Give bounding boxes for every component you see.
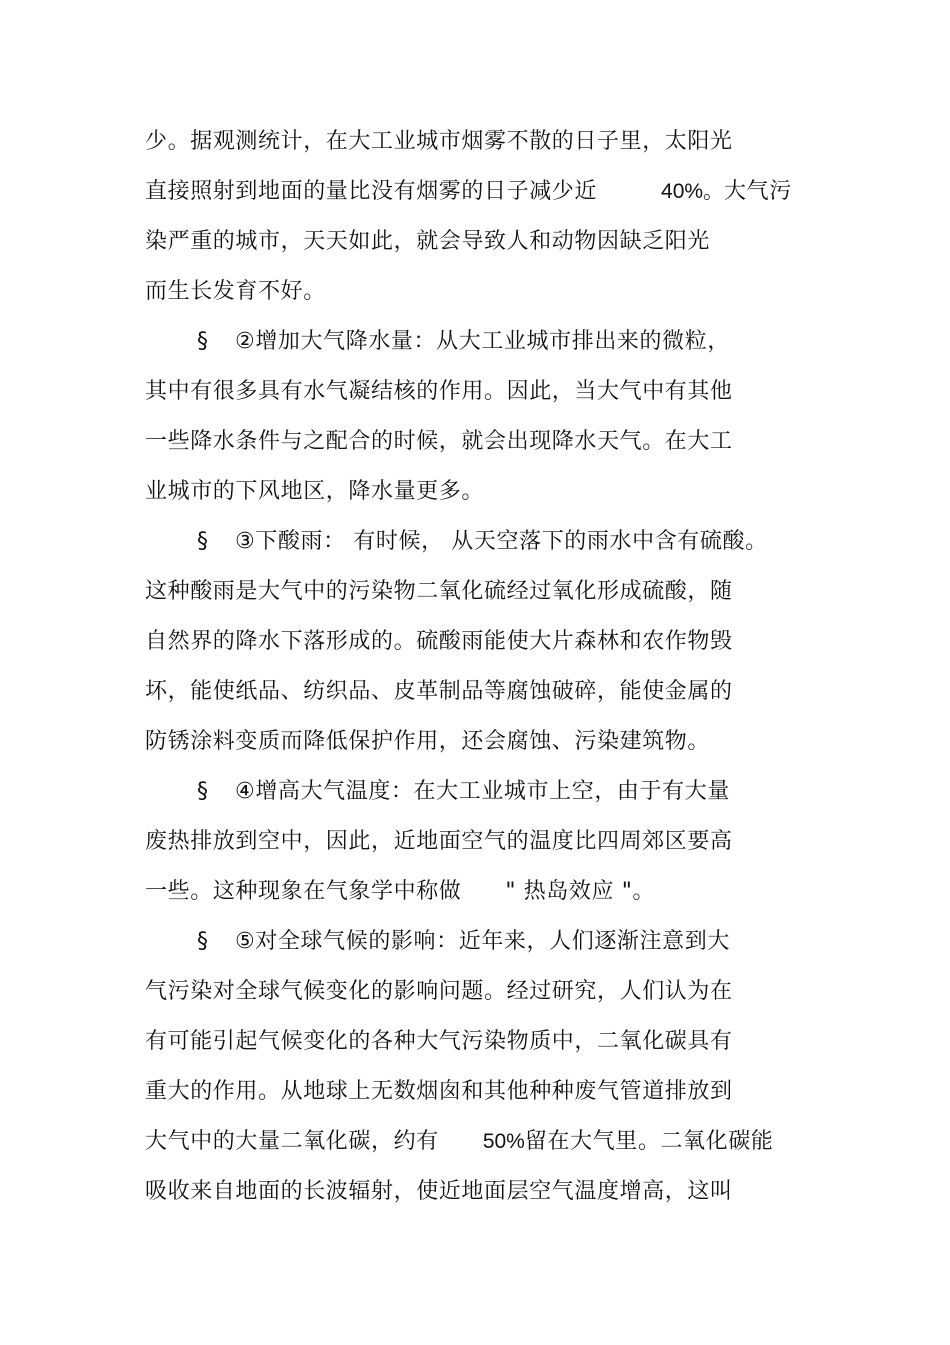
paragraph-1-line-2-text: 直接照射到地面的量比没有烟雾的日子减少近 bbox=[145, 179, 598, 204]
paragraph-5-line-5-text: 大气中的大量二氧化碳，约有 bbox=[145, 1129, 439, 1154]
paragraph-3-line-4: 坏，能使纸品、纺织品、皮革制品等腐蚀破碎，能使金属的 bbox=[145, 679, 733, 704]
paragraph-4-line-3-text: 一些。这种现象在气象学中称做 bbox=[145, 879, 462, 904]
heat-island-term: " 热岛效应 "。 bbox=[505, 879, 656, 904]
paragraph-3-line-1 bbox=[197, 527, 768, 557]
paragraph-5-heading: ⑤对全球气候的影响：近年来，人们逐渐注意到大 bbox=[235, 929, 730, 954]
paragraph-1-line-2 bbox=[145, 177, 792, 207]
paragraph-4-heading: ④增高大气温度：在大工业城市上空，由于有大量 bbox=[235, 779, 730, 804]
paragraph-3-line-5: 防锈涂料变质而降低保护作用，还会腐蚀、污染建筑物。 bbox=[145, 729, 711, 754]
paragraph-4-line-1 bbox=[197, 777, 730, 807]
paragraph-5-line-4: 重大的作用。从地球上无数烟囱和其他种种废气管道排放到 bbox=[145, 1079, 733, 1104]
paragraph-4-line-2: 废热排放到空中，因此，近地面空气的温度比四周郊区要高 bbox=[145, 829, 733, 854]
percent-40: 40%。 bbox=[661, 180, 725, 203]
paragraph-3-line-2: 这种酸雨是大气中的污染物二氧化硫经过氧化形成硫酸，随 bbox=[145, 579, 733, 604]
paragraph-5-line-1 bbox=[197, 927, 730, 957]
section-marker: § bbox=[197, 329, 209, 354]
paragraph-5-line-3: 有可能引起气候变化的各种大气污染物质中，二氧化碳具有 bbox=[145, 1029, 733, 1054]
paragraph-1-line-4: 而生长发育不好。 bbox=[145, 279, 326, 304]
paragraph-5-line-5-tail: 留在大气里。二氧化碳能 bbox=[524, 1129, 774, 1154]
paragraph-1-line-3: 染严重的城市，天天如此，就会导致人和动物因缺乏阳光 bbox=[145, 229, 711, 254]
paragraph-4-line-3 bbox=[145, 877, 655, 907]
paragraph-2-line-4: 业城市的下风地区，降水量更多。 bbox=[145, 479, 485, 504]
section-marker: § bbox=[197, 929, 209, 954]
paragraph-2-line-1 bbox=[197, 327, 730, 357]
paragraph-5-line-2: 气污染对全球气候变化的影响问题。经过研究，人们认为在 bbox=[145, 979, 733, 1004]
paragraph-3-line-3: 自然界的降水下落形成的。硫酸雨能使大片森林和农作物毁 bbox=[145, 629, 733, 654]
paragraph-2-line-3: 一些降水条件与之配合的时候，就会出现降水天气。在大工 bbox=[145, 429, 733, 454]
paragraph-2-heading: ②增加大气降水量：从大工业城市排出来的微粒， bbox=[235, 329, 730, 354]
paragraph-2-line-2: 其中有很多具有水气凝结核的作用。因此，当大气中有其他 bbox=[145, 379, 733, 404]
paragraph-1-line-2-tail: 大气污 bbox=[724, 179, 792, 204]
percent-50: 50% bbox=[482, 1130, 525, 1153]
paragraph-5-line-6: 吸收来自地面的长波辐射，使近地面层空气温度增高，这叫 bbox=[145, 1179, 733, 1204]
paragraph-1-line-1: 少。据观测统计，在大工业城市烟雾不散的日子里，太阳光 bbox=[145, 129, 733, 154]
section-marker: § bbox=[197, 529, 209, 554]
section-marker: § bbox=[197, 779, 209, 804]
paragraph-5-line-5 bbox=[145, 1127, 773, 1157]
paragraph-3-heading: ③下酸雨： 有时候， 从天空落下的雨水中含有硫酸。 bbox=[235, 529, 768, 554]
